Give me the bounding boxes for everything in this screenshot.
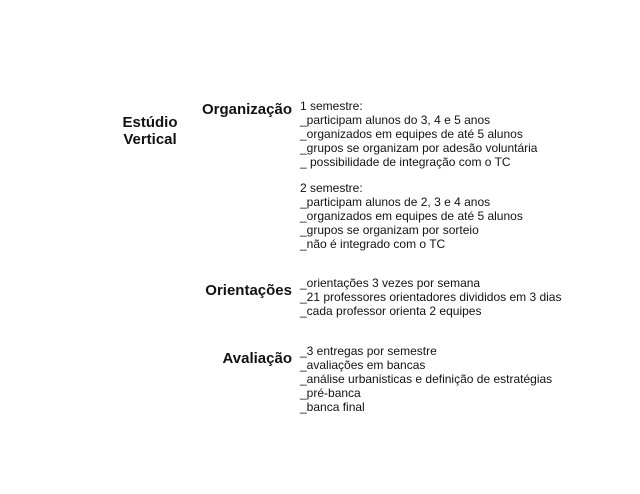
organizacao-semester2-block (300, 181, 640, 251)
text-line: _banca final (300, 400, 365, 414)
orientacoes-block (300, 276, 640, 318)
text-line: _não é integrado com o TC (300, 237, 446, 251)
text-line: _ possibilidade de integração com o TC (300, 155, 511, 169)
text-line: _organizados em equipes de até 5 alunos (300, 127, 523, 141)
text-line: _análise urbanisticas e definição de estratégias (300, 372, 553, 386)
text-line: 1 semestre: (300, 99, 363, 113)
avaliacao-block (300, 344, 640, 414)
text-line: _grupos se organizam por sorteio (300, 223, 479, 237)
central-topic-line-2: Vertical (123, 131, 177, 148)
text-line: _21 professores orientadores divididos em 3 dias (300, 290, 562, 304)
text-line: _organizados em equipes de até 5 alunos (300, 209, 523, 223)
central-topic-line-1: Estúdio (122, 114, 178, 131)
section-label-orientacoes: Orientações (205, 282, 292, 299)
text-line: _avaliações em bancas (300, 358, 426, 372)
section-label-organizacao: Organização (201, 101, 292, 118)
text-line: _pré-banca (300, 386, 361, 400)
text-line: _cada professor orienta 2 equipes (300, 304, 482, 318)
text-line: 2 semestre: (300, 181, 363, 195)
text-line: _participam alunos do 3, 4 e 5 anos (300, 113, 491, 127)
text-line: _grupos se organizam por adesão voluntária (300, 141, 538, 155)
text-line: _participam alunos de 2, 3 e 4 anos (300, 195, 491, 209)
section-label-avaliacao: Avaliação (222, 350, 292, 367)
text-line: _3 entregas por semestre (300, 344, 437, 358)
organizacao-semester1-block (300, 99, 640, 169)
text-line: _orientações 3 vezes por semana (300, 276, 481, 290)
central-topic (90, 114, 210, 148)
